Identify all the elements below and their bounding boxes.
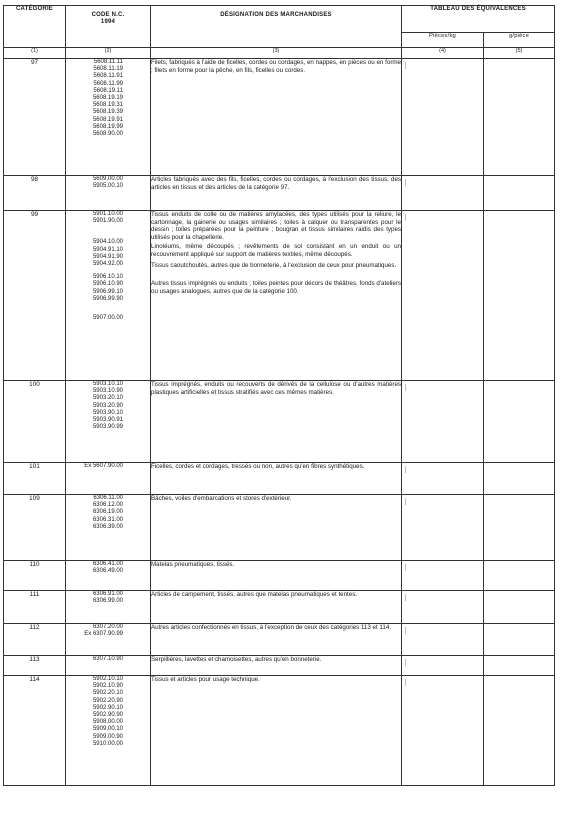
nc-code: 5904.10.00: [92, 239, 123, 246]
nc-code: 5608.19.19: [92, 94, 123, 101]
category-cell: 114: [4, 676, 66, 786]
designation-cell: [151, 591, 402, 624]
nc-code: 5906.10.10: [92, 274, 123, 281]
nc-code: 5906.10.90: [92, 281, 123, 288]
nc-code: 5903.90.10: [92, 409, 123, 416]
col-number-2: (2): [66, 48, 151, 59]
designation-cell: [151, 176, 402, 211]
code-cell: [66, 176, 151, 211]
scan-mark: [405, 627, 406, 634]
category-cell: 112: [4, 624, 66, 656]
nc-code: 5608.11.99: [93, 80, 123, 87]
nc-code: 5902.10.10: [92, 676, 123, 682]
g-piece-cell: [484, 676, 555, 786]
code-cell: [66, 463, 151, 495]
nc-code: 5608.19.99: [92, 123, 123, 130]
category-cell: 111: [4, 591, 66, 624]
category-cell: 100: [4, 381, 66, 463]
table-body: [4, 59, 555, 786]
designation-cell: [151, 463, 402, 495]
designation-text: Matelas pneumatiques, tissés.: [151, 561, 235, 568]
code-cell: [66, 381, 151, 463]
scan-mark: [405, 466, 406, 473]
equivalence-table: [3, 5, 555, 786]
designation-cell: [151, 624, 402, 656]
designation-text: Tissus imprégnés, enduits ou recouverts de dérivés de la cellulose ou d'autres matières plastiques artificielles et tissus stratifiés avec ces mêmes matières.: [151, 381, 401, 396]
nc-code: 6306.91.00: [92, 591, 123, 597]
pieces-kg-cell: [402, 59, 484, 176]
header-categorie: CATÉGORIE: [4, 6, 66, 48]
nc-code: 5905.00.10: [92, 183, 123, 190]
nc-code: 5910.00.00: [92, 740, 123, 747]
table-row: [4, 624, 555, 656]
nc-code: 5902.90.90: [92, 711, 123, 718]
col-number-1: (1): [4, 48, 66, 59]
category-cell: 98: [4, 176, 66, 211]
table-row: [4, 211, 555, 381]
nc-code: 5902.20.10: [92, 690, 123, 697]
designation-cell: [151, 381, 402, 463]
g-piece-cell: [484, 624, 555, 656]
designation-text: Autres articles confectionnés en tissus, à l'exception de ceux des catégories 113 et 114.: [151, 624, 391, 631]
nc-code: 6307.10.90: [92, 656, 123, 662]
category-cell: 109: [4, 495, 66, 561]
nc-code: 5903.20.90: [92, 402, 123, 409]
scan-mark: [405, 62, 406, 69]
header-g-piece: g/pièce: [484, 33, 555, 48]
designation-text: Articles fabriqués avec des fils, ficelles, cordes ou cordages, à l'exclusion des tissus, des articles en tissus et des articles de la catégorie 97.: [151, 176, 401, 191]
spacer: [66, 303, 150, 315]
table-row: [4, 59, 555, 176]
designation-text: Ficelles, cordes et cordages, tressés ou non, autres qu'en fibres synthétiques.: [151, 463, 365, 470]
nc-code: 5908.00.00: [92, 719, 123, 726]
table-row: [4, 676, 555, 786]
designation-text: Filets, fabriqués à l'aide de ficelles, cordes ou cordages, en nappes, en pièces ou en forme ; filets en forme pour la pêche, en fils, ficelles ou cordes.: [151, 59, 401, 74]
pieces-kg-cell: [402, 591, 484, 624]
designation-text: Linoléums, même découpés ; revêtements de sol consistant en un enduit ou un recouvrement appliqué sur support de matières textiles, même découpés.: [151, 243, 401, 258]
g-piece-cell: [484, 463, 555, 495]
g-piece-cell: [484, 561, 555, 591]
g-piece-cell: [484, 211, 555, 381]
nc-code: 5903.90.91: [92, 416, 123, 423]
code-cell: [66, 624, 151, 656]
g-piece-cell: [484, 591, 555, 624]
table-row: [4, 495, 555, 561]
designation-text: Bâches, voiles d'embarcations et stores d'extérieur.: [151, 495, 292, 502]
nc-code: 5608.19.91: [92, 116, 123, 123]
col-number-5: (5): [484, 48, 555, 59]
nc-code: 5907.00.00: [92, 314, 123, 321]
pieces-kg-cell: [402, 624, 484, 656]
nc-code: 5903.10.10: [92, 381, 123, 387]
scan-mark: [405, 384, 406, 391]
nc-code: 5903.90.99: [92, 424, 123, 431]
code-cell: [66, 59, 151, 176]
pieces-kg-cell: [402, 381, 484, 463]
col-number-4: (4): [402, 48, 484, 59]
g-piece-cell: [484, 381, 555, 463]
nc-code: 5608.19.11: [93, 87, 123, 94]
table-row: [4, 381, 555, 463]
header-code-nc-label: CODE N.C.: [91, 12, 125, 18]
nc-code: 5903.10.90: [92, 388, 123, 395]
nc-code: 6306.99.00: [92, 598, 123, 605]
nc-code: 5608.11.19: [93, 66, 123, 73]
designation-cell: [151, 656, 402, 676]
code-cell: [66, 676, 151, 786]
g-piece-cell: [484, 59, 555, 176]
designation-cell: [151, 59, 402, 176]
table-row: [4, 656, 555, 676]
code-cell: [66, 591, 151, 624]
designation-text: Serpillières, lavettes et chamoisettes, autres qu'en bonneterie.: [151, 656, 322, 663]
nc-code: 5902.10.90: [92, 683, 123, 690]
nc-code: 5906.99.10: [92, 288, 123, 295]
header-equivalences: TABLEAU DES ÉQUIVALENCES: [402, 6, 555, 33]
nc-code: 6306.19.00: [92, 509, 123, 516]
nc-code: Ex 5607.90.00: [84, 463, 123, 469]
designation-text: Tissus et articles pour usage technique.: [151, 676, 260, 683]
header-code-nc: [66, 6, 151, 48]
pieces-kg-cell: [402, 676, 484, 786]
scan-mark: [405, 594, 406, 601]
table-row: [4, 561, 555, 591]
nc-code: 6306.12.00: [92, 502, 123, 509]
pieces-kg-cell: [402, 176, 484, 211]
category-cell: 101: [4, 463, 66, 495]
nc-code: 5904.91.10: [92, 246, 123, 253]
pieces-kg-cell: [402, 656, 484, 676]
document-page: [3, 5, 554, 823]
category-cell: 97: [4, 59, 66, 176]
designation-text: Tissus enduits de colle ou de matières amylacées, des types utilisés pour la reliure, le cartonnage, la gainerie ou usages similaires ; toiles à calquer ou transparentes pour le dessin ; toiles préparées pour la peinture ; bougran et tissus similaires raidis des types utilisés pour la chapellerie.: [151, 211, 401, 241]
table-row: [4, 176, 555, 211]
designation-text: Tissus caoutchoutés, autres que de bonneterie, à l'exclusion de ceux pour pneumatiques.: [151, 262, 397, 270]
nc-code: 5909.00.90: [92, 733, 123, 740]
code-cell: [66, 561, 151, 591]
nc-code: 5902.90.10: [92, 704, 123, 711]
scan-mark: [405, 214, 406, 221]
nc-code: 5901.90.00: [92, 218, 123, 225]
nc-code: 5608.11.91: [93, 73, 123, 80]
nc-code: 5903.20.10: [92, 395, 123, 402]
nc-code: 6307.20.00: [92, 624, 123, 630]
designation-cell: [151, 561, 402, 591]
header-code-nc-year: 1994: [100, 19, 116, 26]
nc-code: 6306.11.00: [93, 495, 123, 501]
code-cell: [66, 211, 151, 381]
nc-code: Ex 6307.90.99: [84, 631, 123, 638]
table-row: [4, 591, 555, 624]
scan-mark: [405, 498, 406, 505]
scan-mark: [405, 564, 406, 571]
category-cell: 113: [4, 656, 66, 676]
nc-code: 6306.39.00: [92, 523, 123, 530]
nc-code: 6306.31.00: [92, 516, 123, 523]
nc-code: 5904.92.00: [92, 260, 123, 267]
g-piece-cell: [484, 176, 555, 211]
nc-code: 5608.90.00: [92, 130, 123, 137]
g-piece-cell: [484, 656, 555, 676]
designation-cell: [151, 211, 402, 381]
code-cell: [66, 656, 151, 676]
pieces-kg-cell: [402, 495, 484, 561]
designation-cell: [151, 495, 402, 561]
designation-text: Autres tissus imprégnés ou enduits ; toiles peintes pour décors de théâtres, fonds d'ateliers ou usages analogues, autres que de la catégorie 100.: [151, 279, 401, 295]
spacer: [66, 225, 150, 239]
category-cell: 99: [4, 211, 66, 381]
code-cell: [66, 495, 151, 561]
scan-mark: [405, 659, 406, 666]
g-piece-cell: [484, 495, 555, 561]
nc-code: 5608.11.11: [93, 59, 123, 65]
pieces-kg-cell: [402, 211, 484, 381]
header-designation: DÉSIGNATION DES MARCHANDISES: [151, 6, 402, 48]
nc-code: 6306.41.00: [92, 561, 123, 567]
designation-cell: [151, 676, 402, 786]
col-number-3: (3): [151, 48, 402, 59]
nc-code: 5906.99.90: [92, 295, 123, 302]
nc-code: 5909.00.10: [92, 726, 123, 733]
category-cell: 110: [4, 561, 66, 591]
nc-code: 6306.49.00: [92, 568, 123, 575]
nc-code: 5902.20.90: [92, 697, 123, 704]
nc-code: 5904.91.90: [92, 253, 123, 260]
pieces-kg-cell: [402, 561, 484, 591]
scan-mark: [405, 679, 406, 686]
nc-code: 5901.10.00: [92, 211, 123, 217]
scan-mark: [405, 179, 406, 186]
header-pieces-kg: Pièces/kg: [402, 33, 484, 48]
nc-code: 5608.19.31: [92, 102, 123, 109]
nc-code: 5609.00.00: [92, 176, 123, 182]
pieces-kg-cell: [402, 463, 484, 495]
designation-text: Articles de campement, tissés, autres que matelas pneumatiques et tentes.: [151, 591, 358, 598]
table-row: [4, 463, 555, 495]
nc-code: 5608.19.39: [92, 109, 123, 116]
